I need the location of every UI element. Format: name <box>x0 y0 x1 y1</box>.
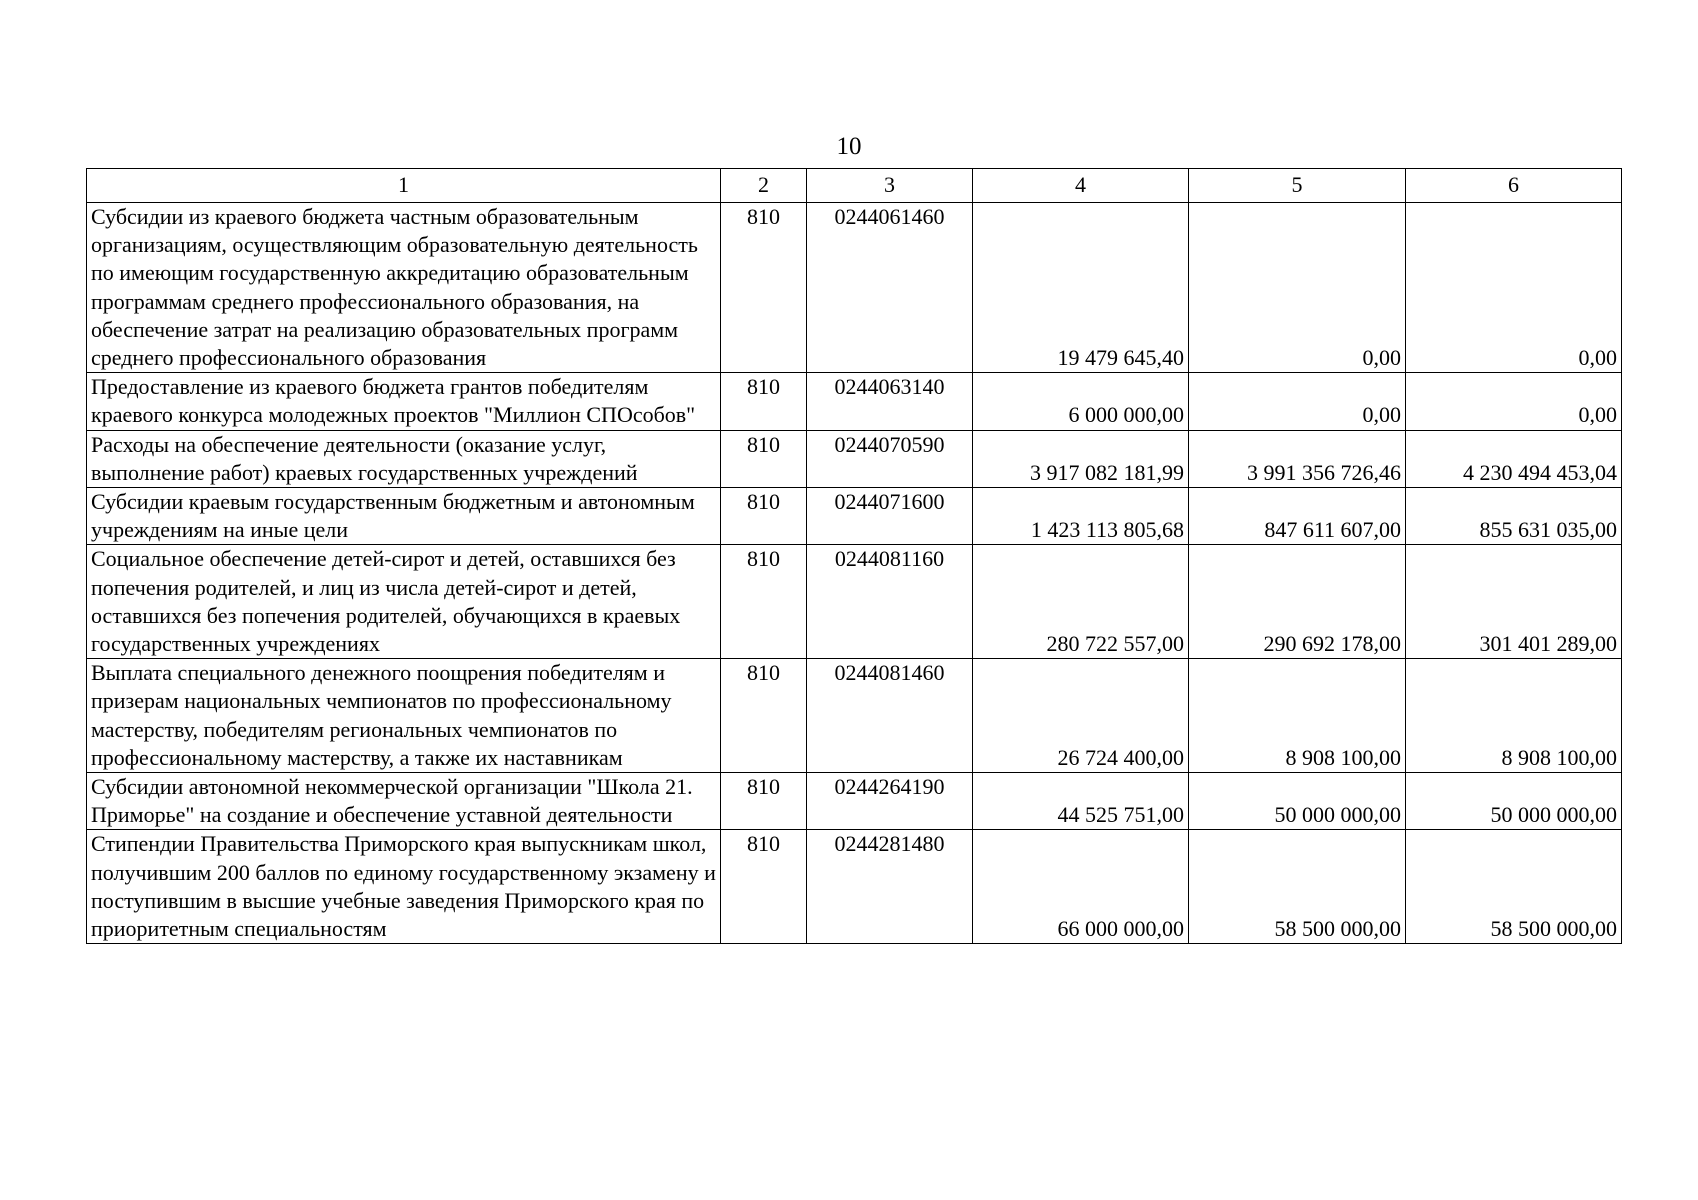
row-amount-col5: 847 611 607,00 <box>1189 488 1406 545</box>
row-department-code: 810 <box>721 545 807 659</box>
row-department-code: 810 <box>721 659 807 773</box>
table-row <box>87 773 1622 830</box>
row-amount-col5: 8 908 100,00 <box>1189 659 1406 773</box>
budget-table <box>86 168 1622 944</box>
table-row <box>87 488 1622 545</box>
row-target-article: 0244061460 <box>807 203 973 373</box>
row-amount-col6: 301 401 289,00 <box>1406 545 1622 659</box>
table-row <box>87 373 1622 430</box>
table-row <box>87 830 1622 944</box>
row-description: Предоставление из краевого бюджета грантов победителям краевого конкурса молодежных проектов "Миллион СПОсобов" <box>87 373 721 430</box>
table-row <box>87 203 1622 373</box>
row-amount-col6: 0,00 <box>1406 203 1622 373</box>
row-amount-col4: 66 000 000,00 <box>973 830 1189 944</box>
row-amount-col4: 280 722 557,00 <box>973 545 1189 659</box>
row-description: Субсидии краевым государственным бюджетным и автономным учреждениям на иные цели <box>87 488 721 545</box>
table-row <box>87 545 1622 659</box>
table-row <box>87 659 1622 773</box>
row-target-article: 0244081160 <box>807 545 973 659</box>
row-department-code: 810 <box>721 430 807 487</box>
header-col-1: 1 <box>87 169 721 203</box>
header-row <box>87 169 1622 203</box>
row-amount-col5: 0,00 <box>1189 203 1406 373</box>
row-amount-col6: 4 230 494 453,04 <box>1406 430 1622 487</box>
page-number: 10 <box>836 133 862 160</box>
row-amount-col4: 6 000 000,00 <box>973 373 1189 430</box>
header-col-4: 4 <box>973 169 1189 203</box>
row-amount-col6: 8 908 100,00 <box>1406 659 1622 773</box>
row-amount-col4: 44 525 751,00 <box>973 773 1189 830</box>
row-description: Социальное обеспечение детей-сирот и детей, оставшихся без попечения родителей, и лиц из числа детей-сирот и детей, оставшихся без попечения родителей, обучающихся в краевых государственных учреждениях <box>87 545 721 659</box>
row-amount-col4: 1 423 113 805,68 <box>973 488 1189 545</box>
row-amount-col5: 290 692 178,00 <box>1189 545 1406 659</box>
row-amount-col5: 0,00 <box>1189 373 1406 430</box>
row-description: Субсидии из краевого бюджета частным образовательным организациям, осуществляющим образовательную деятельность по имеющим государственную аккредитацию образовательным программам среднего профессионального образования, на обеспечение затрат на реализацию образовательных программ среднего профессионального образования <box>87 203 721 373</box>
row-amount-col5: 58 500 000,00 <box>1189 830 1406 944</box>
row-description: Выплата специального денежного поощрения победителям и призерам национальных чемпионатов по профессиональному мастерству, победителям региональных чемпионатов по профессиональному мастерству, а также их наставникам <box>87 659 721 773</box>
row-amount-col6: 855 631 035,00 <box>1406 488 1622 545</box>
row-amount-col5: 50 000 000,00 <box>1189 773 1406 830</box>
row-department-code: 810 <box>721 203 807 373</box>
row-amount-col5: 3 991 356 726,46 <box>1189 430 1406 487</box>
row-amount-col4: 19 479 645,40 <box>973 203 1189 373</box>
row-amount-col6: 0,00 <box>1406 373 1622 430</box>
row-target-article: 0244081460 <box>807 659 973 773</box>
row-amount-col6: 58 500 000,00 <box>1406 830 1622 944</box>
row-description: Стипендии Правительства Приморского края выпускникам школ, получившим 200 баллов по единому государственному экзамену и поступившим в высшие учебные заведения Приморского края по приоритетным специальностям <box>87 830 721 944</box>
row-amount-col4: 26 724 400,00 <box>973 659 1189 773</box>
row-department-code: 810 <box>721 830 807 944</box>
row-department-code: 810 <box>721 773 807 830</box>
header-col-3: 3 <box>807 169 973 203</box>
row-target-article: 0244071600 <box>807 488 973 545</box>
row-target-article: 0244264190 <box>807 773 973 830</box>
row-description: Субсидии автономной некоммерческой организации "Школа 21. Приморье" на создание и обеспечение уставной деятельности <box>87 773 721 830</box>
header-col-2: 2 <box>721 169 807 203</box>
table-row <box>87 430 1622 487</box>
row-amount-col6: 50 000 000,00 <box>1406 773 1622 830</box>
row-target-article: 0244281480 <box>807 830 973 944</box>
header-col-6: 6 <box>1406 169 1622 203</box>
row-department-code: 810 <box>721 488 807 545</box>
row-amount-col4: 3 917 082 181,99 <box>973 430 1189 487</box>
row-department-code: 810 <box>721 373 807 430</box>
row-target-article: 0244070590 <box>807 430 973 487</box>
row-target-article: 0244063140 <box>807 373 973 430</box>
row-description: Расходы на обеспечение деятельности (оказание услуг, выполнение работ) краевых государственных учреждений <box>87 430 721 487</box>
header-col-5: 5 <box>1189 169 1406 203</box>
